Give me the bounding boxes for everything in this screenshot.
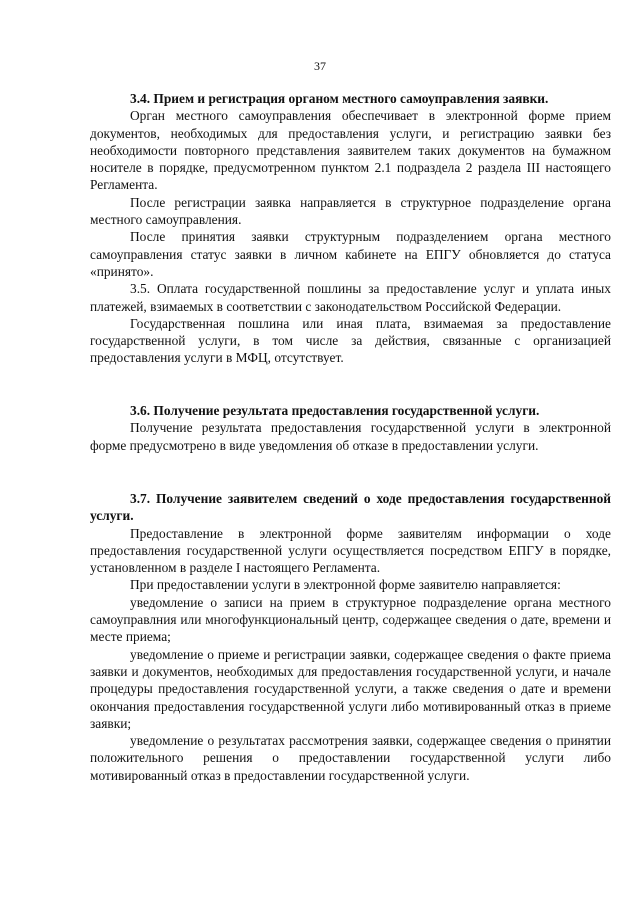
section-3-6 [90, 402, 611, 454]
paragraph: Получение результата предоставления государственной услуги в электронной форме предусмотрено в виде уведомления об отказе в предоставлении услуги. [90, 420, 611, 453]
paragraph: После регистрации заявка направляется в структурное подразделение органа местного самоуправления. [90, 194, 611, 228]
paragraph: 3.5. Оплата государственной пошлины за предоставление услуг и уплата иных платежей, взимаемых в соответствии с законодательством Российской Федерации. [90, 281, 611, 314]
paragraph: уведомление о приеме и регистрации заявки, содержащее сведения о факте приема заявки и документов, необходимых для предоставления государственной услуги, и начале процедуры предоставления государственной услуги, а также сведения о дате и времени окончания предоставления государственной услуги либо мотивированный отказ в приеме заявки; [90, 646, 611, 731]
paragraph: После принятия заявки структурным подразделением органа местного самоуправления статус заявки в личном кабинете на ЕПГУ обновляется до статуса «принято». [90, 229, 611, 279]
paragraph: Предоставление в электронной форме заявителям информации о ходе предоставления государственной услуги осуществляется посредством ЕПГУ в порядке, установленном в разделе I настоящего Регламента. [90, 525, 611, 576]
section-heading-3-7: 3.7. Получение заявителем сведений о ходе предоставления государственной услуги. [90, 491, 611, 524]
section-heading-3-4: 3.4. Прием и регистрация органом местного самоуправления заявки. [130, 91, 549, 106]
paragraph: уведомление о записи на прием в структурное подразделение органа местного самоуправлния или многофункциональный центр, содержащее сведения о дате, времени и месте приема; [90, 594, 611, 645]
section-3-4 [90, 90, 611, 367]
paragraph: Орган местного самоуправления обеспечивает в электронной форме прием документов, необходимых для предоставления услуги, и регистрацию заявки без необходимости повторного представления заявителем таких документов на бумажном носителе в порядке, предусмотренном пунктом 2.1 подраздела 2 раздела III настоящего Регламента. [90, 108, 611, 193]
paragraph: При предоставлении услуги в электронной форме заявителю направляется: [130, 577, 561, 593]
section-heading-3-6: 3.6. Получение результата предоставления государственной услуги. [130, 403, 540, 418]
section-3-7 [90, 490, 611, 784]
page-number: 37 [314, 59, 326, 73]
paragraph: Государственная пошлина или иная плата, взимаемая за предоставление государственной услуги, в том числе за действия, связанные с организацией предоставления услуги в МФЦ, отсутствует. [90, 315, 611, 366]
paragraph: уведомление о результатах рассмотрения заявки, содержащее сведения о принятии положительного решения о предоставлении государственной услуги либо мотивированный отказ в предоставлении государственной услуги. [90, 733, 611, 783]
